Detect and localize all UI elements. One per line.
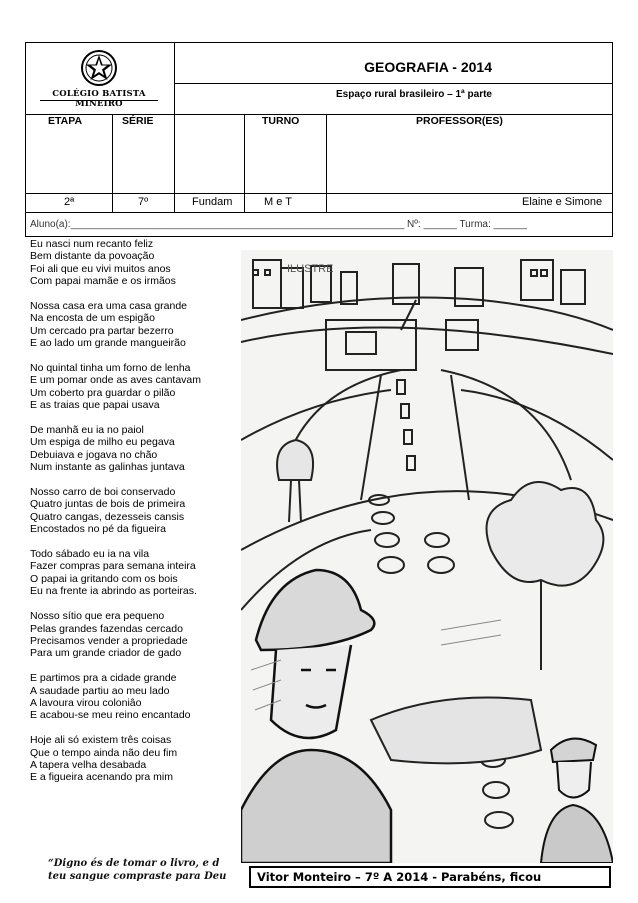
poem-line: Eu na frente ia abrindo as porteiras. xyxy=(30,585,197,598)
drawing-caption: Vitor Monteiro – 7º A 2014 - Parabéns, ficou xyxy=(249,866,611,888)
poem-line: E acabou-se meu reino encantado xyxy=(30,709,191,722)
poem-stanza xyxy=(30,238,240,288)
header-table xyxy=(25,42,613,237)
poem-line: Que o tempo ainda não deu fim xyxy=(30,746,178,759)
poem-line: Pelas grandes fazendas cercado xyxy=(30,622,183,635)
quote-line-1: “Digno és de tomar o livro, e d xyxy=(48,858,220,869)
poem-line: Fazer compras para semana inteira xyxy=(30,560,196,573)
header-serie: SÉRIE xyxy=(122,115,154,127)
poem-line: Para um grande criador de gado xyxy=(30,647,182,660)
poem-line: A saudade partiu ao meu lado xyxy=(30,684,170,697)
header-professor: PROFESSOR(ES) xyxy=(416,115,503,127)
poem-line: Um espiga de milho eu pegava xyxy=(30,436,175,449)
poem-line: E a figueira acenando pra mim xyxy=(30,771,173,784)
page-title: GEOGRAFIA - 2014 xyxy=(364,59,492,75)
poem-stanza xyxy=(30,672,240,722)
drawing-label: ILUSTRE xyxy=(287,263,334,275)
value-serie: 7º xyxy=(138,196,149,208)
poem-line: Nossa casa era uma casa grande xyxy=(30,300,188,313)
poem-stanza xyxy=(30,486,240,536)
value-etapa: 2ª xyxy=(64,196,75,208)
poem-line: A tapera velha desabada xyxy=(30,758,147,771)
poem-stanza xyxy=(30,610,240,660)
poem-stanza xyxy=(30,424,240,474)
student-name-field[interactable]: Aluno(a):____________________________________________________________ Nº: ______ Turma: ______ xyxy=(30,219,527,230)
poem-line: Um cercado pra partar bezerro xyxy=(30,324,174,337)
poem-line: Encostados no pé da figueira xyxy=(30,523,167,536)
poem-line: Precisamos vender a propriedade xyxy=(30,634,188,647)
poem-line: E as traias que papai usava xyxy=(30,399,160,412)
poem-line: Num instante as galinhas juntava xyxy=(30,461,185,474)
poem-stanza xyxy=(30,362,240,412)
poem-line: De manhã eu ia no paiol xyxy=(30,424,144,437)
poem-line: E um pomar onde as aves cantavam xyxy=(30,374,202,387)
poem-line: Um coberto pra guardar o pilão xyxy=(30,386,176,399)
poem-stanza xyxy=(30,734,240,784)
header-etapa: ETAPA xyxy=(48,115,83,127)
student-info-row xyxy=(26,213,612,237)
bible-quote xyxy=(48,857,258,883)
poem-line: O papai ia gritando com os bois xyxy=(30,572,178,585)
student-illustration xyxy=(241,250,613,863)
poem-line: Nosso carro de boi conservado xyxy=(30,486,176,499)
poem-stanza xyxy=(30,300,240,350)
poem-line: Todo sábado eu ia na vila xyxy=(30,548,150,561)
poem-line: E partimos pra a cidade grande xyxy=(30,672,177,685)
school-logo xyxy=(26,43,175,115)
value-professor: Elaine e Simone xyxy=(522,196,603,208)
subtitle-cell xyxy=(174,83,612,115)
poem-line: Foi ali que eu vivi muitos anos xyxy=(30,262,171,275)
poem-line: E ao lado um grande mangueirão xyxy=(30,337,186,350)
quote-line-2: teu sangue compraste para Deu xyxy=(48,871,227,882)
poem-line: Debuiava e jogava no chão xyxy=(30,448,158,461)
page-subtitle: Espaço rural brasileiro – 1ª parte xyxy=(336,89,492,100)
poem-line: Bem distante da povoação xyxy=(30,250,155,263)
poem-line: Quatro cangas, dezesseis cansis xyxy=(30,510,185,523)
poem-line: Com papai mamãe e os irmãos xyxy=(30,275,176,288)
poem-stanza xyxy=(30,548,240,598)
poem-line: A lavoura virou coloniâo xyxy=(30,696,142,709)
poem-line: Eu nasci num recanto feliz xyxy=(30,238,154,250)
page-title-cell xyxy=(174,43,612,84)
star-emblem-icon xyxy=(80,49,118,87)
header-turno: TURNO xyxy=(262,115,300,127)
poem-line: Nosso sítio que era pequeno xyxy=(30,610,165,623)
value-turno: M e T xyxy=(264,196,292,208)
poem-line: Na encosta de um espigão xyxy=(30,312,155,325)
school-name: COLÉGIO BATISTA MINEIRO xyxy=(52,89,146,109)
poem-line: Quatro juntas de bois de primeira xyxy=(30,498,186,511)
value-nivel: Fundam xyxy=(192,196,233,208)
poem xyxy=(30,238,240,796)
poem-line: Hoje ali só existem três coisas xyxy=(30,734,172,747)
poem-line: No quintal tinha um forno de lenha xyxy=(30,362,191,375)
